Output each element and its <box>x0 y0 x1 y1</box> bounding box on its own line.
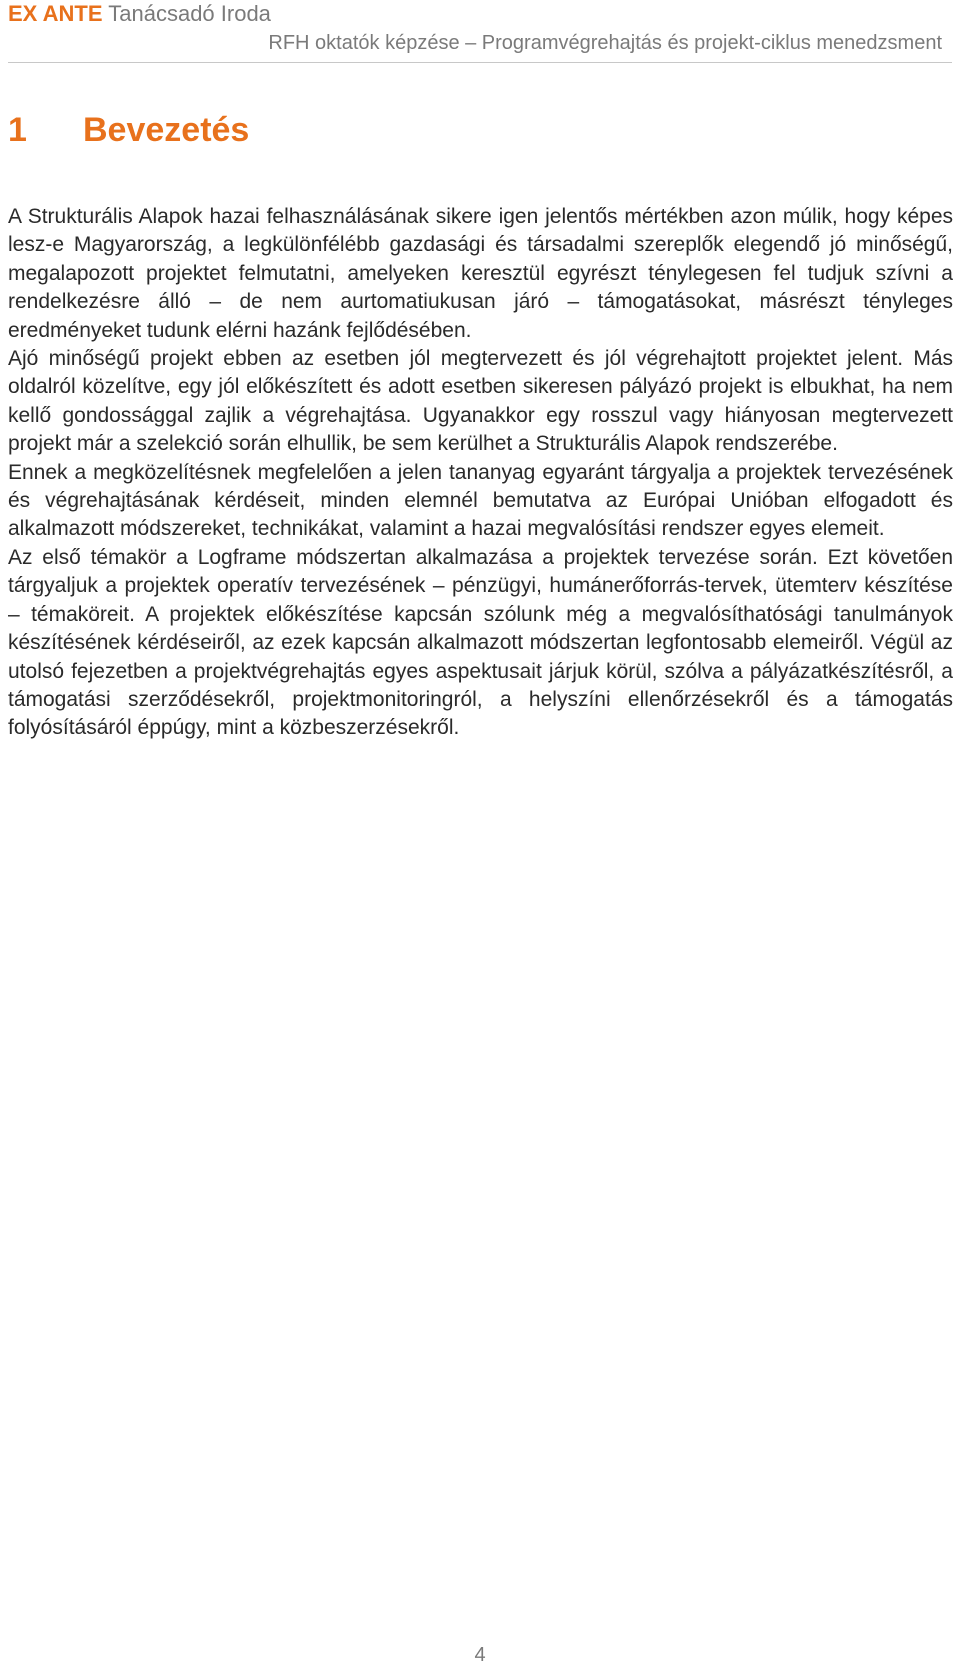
brand-accent: EX ANTE <box>8 1 103 26</box>
brand-name <box>8 1 271 27</box>
chapter-heading <box>8 110 249 150</box>
paragraph: A Strukturális Alapok hazai felhasználásának sikere igen jelentős mértékben azon múlik, hogy képes lesz-e Magyarország, a legkülönfélébb gazdasági és társadalmi szereplők elegendő jó minőségű, megalapozott projektet felmutatni, amelyeken keresztül egyrészt ténylegesen fel tudjuk szívni a rendelkezésre álló – de nem aurtomatiukusan járó – támogatásokat, másrészt tényleges eredményeket tudunk elérni hazánk fejlődésében. <box>8 205 953 342</box>
paragraph: Ajó minőségű projekt ebben az esetben jól megtervezett és jól végrehajtott projektet jelent. Más oldalról közelítve, egy jól előkészített és adott esetben sikeresen pályázó projekt is elbukhat, ha nem kellő gondossággal zajlik a végrehajtása. Ugyanakkor egy rosszul vagy hiányosan megtervezett projekt már a szelekció során elhullik, be sem kerülhet a Strukturális Alapok rendszerébe. <box>8 347 953 456</box>
chapter-title: Bevezetés <box>83 111 250 149</box>
chapter-number: 1 <box>8 111 27 149</box>
brand-rest: Tanácsadó Iroda <box>108 1 271 26</box>
page-header <box>8 0 952 63</box>
document-subtitle: RFH oktatók képzése – Programvégrehajtás és projekt-ciklus menedzsment <box>268 32 942 54</box>
page-number: 4 <box>474 1644 486 1666</box>
paragraph: Az első témakör a Logframe módszertan alkalmazása a projektek tervezése során. Ezt követően tárgyaljuk a projektek operatív tervezésének – pénzügyi, humánerőforrás-tervek, ütemterv készítése – témaköreit. A projektek előkészítése kapcsán szólunk még a megvalósíthatósági tanulmányok készítésének kérdéseiről, az ezek kapcsán alkalmazott módszertan legfontosabb elemeiről. Végül az utolsó fejezetben a projektvégrehajtás egyes aspektusait járjuk körül, szólva a pályázatkészítésről, a támogatási szerződésekről, projektmonitoringról, a helyszíni ellenőrzésekről és a támogatás folyósításáról éppúgy, mint a közbeszerzésekről. <box>8 545 953 740</box>
body-text <box>8 203 953 743</box>
paragraph: Ennek a megközelítésnek megfelelően a jelen tananyag egyaránt tárgyalja a projektek tervezésének és végrehajtásának kérdéseit, minden elemnél bemutatva az Európai Unióban elfogadott és alkalmazott módszereket, technikákat, valamint a hazai megvalósítási rendszer egyes elemeit. <box>8 460 953 541</box>
